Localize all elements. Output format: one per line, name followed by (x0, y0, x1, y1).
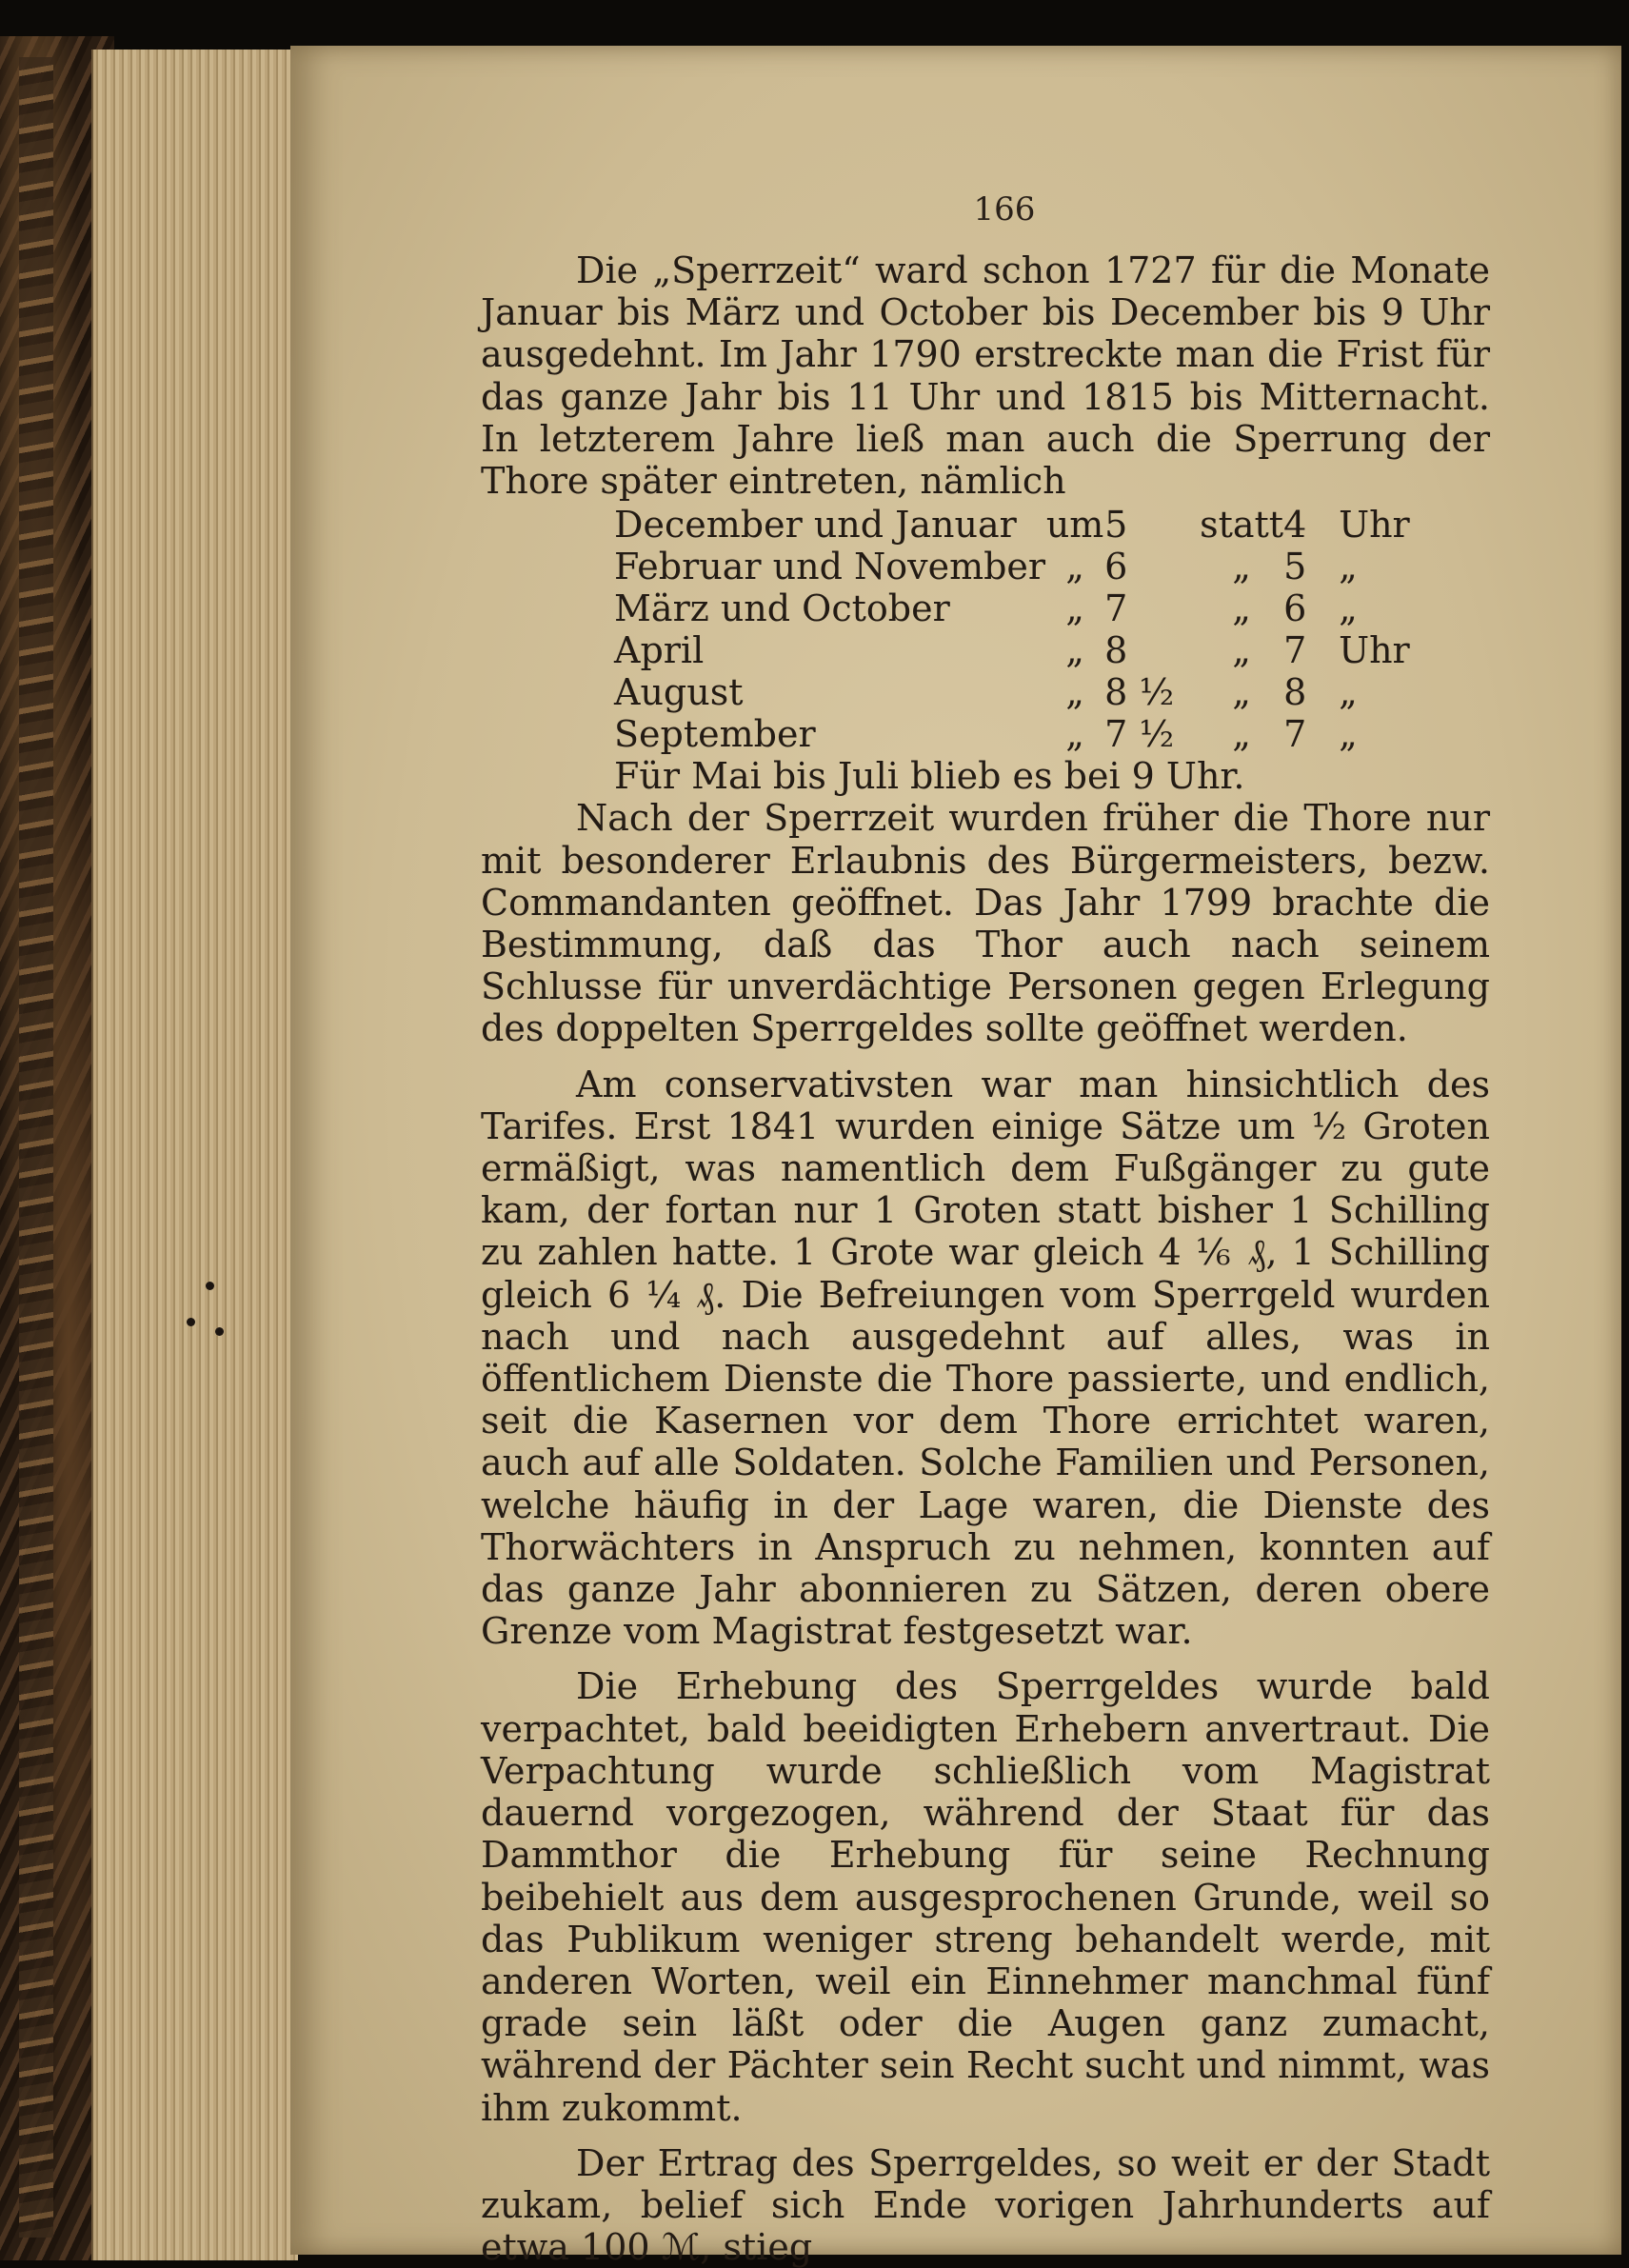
paragraph: Die Erhebung des Sperrgeldes wurde bald verpachtet, bald beeidigten Erhebern anvertraut. Die Verpachtung wurde schließlich vom Magistrat dauernd vorgezogen, während der Staat für das Dammthor die Erhebung für seine Rechnung beibehielt aus dem ausgesprochenen Grunde, weil so das Publikum weniger streng behandelt werde, mit anderen Worten, weil ein Einnehmer manchmal fünf grade sein läßt oder die Augen ganz zumacht, während der Pächter sein Recht sucht und nimmt, was ihm zukommt. (481, 1665, 1490, 2129)
schedule-months: December und Januar (614, 504, 1017, 547)
schedule-statt: „ (1232, 629, 1251, 672)
schedule-statt: „ (1232, 713, 1251, 756)
schedule-months: März und October (614, 587, 950, 630)
schedule-um: „ (1065, 546, 1084, 588)
schedule-new: 6 (1104, 546, 1128, 588)
schedule-statt: statt (1200, 504, 1284, 547)
schedule-row (614, 504, 1410, 546)
schedule-row (614, 587, 1410, 629)
schedule-row (614, 629, 1410, 671)
ink-speck (187, 1318, 195, 1326)
schedule-um: um (1045, 504, 1104, 547)
schedule-old: 5 (1283, 546, 1307, 588)
schedule-um: „ (1065, 587, 1084, 630)
cover-marbling (19, 57, 53, 2238)
page-number: 166 (973, 190, 1036, 229)
page-body (481, 249, 1490, 2268)
schedule-new: 5 (1104, 504, 1128, 547)
schedule-statt: „ (1232, 587, 1251, 630)
schedule-old: 6 (1283, 587, 1307, 630)
schedule-months: April (614, 629, 705, 672)
schedule-unit: Uhr (1339, 504, 1410, 547)
schedule-unit: „ (1339, 546, 1358, 588)
schedule-row (614, 713, 1410, 755)
schedule-um: „ (1065, 671, 1084, 714)
schedule-unit: „ (1339, 713, 1358, 756)
schedule-um: „ (1065, 629, 1084, 672)
schedule-statt: „ (1232, 546, 1251, 588)
schedule-old: 8 (1283, 671, 1307, 714)
schedule-months: Februar und November (614, 546, 1046, 588)
schedule-row (614, 546, 1410, 587)
schedule-old: 4 (1283, 504, 1307, 547)
schedule-um: „ (1065, 713, 1084, 756)
schedule-old: 7 (1283, 629, 1307, 672)
schedule-months: September (614, 713, 816, 756)
schedule-unit: „ (1339, 671, 1358, 714)
ink-speck (215, 1327, 224, 1336)
schedule-old: 7 (1283, 713, 1307, 756)
closing-time-schedule (614, 504, 1410, 755)
paragraph: Der Ertrag des Sperrgeldes, so weit er der Stadt zukam, belief sich Ende vorigen Jahrhunderts auf etwa 100 ℳ, stieg (481, 2141, 1490, 2268)
schedule-statt: „ (1232, 671, 1251, 714)
paragraph: Nach der Sperrzeit wurden früher die Thore nur mit besonderer Erlaubnis des Bürgermeisters, bezw. Commandanten geöffnet. Das Jahr 1799 brachte die Bestimmung, daß das Thor auch nach seinem Schlusse für unverdächtige Personen gegen Erlegung des doppelten Sperrgeldes sollte geöffnet werden. (481, 797, 1490, 1050)
ink-speck (206, 1282, 214, 1290)
schedule-new: 8 (1104, 629, 1128, 672)
schedule-unit: „ (1339, 587, 1358, 630)
schedule-row (614, 671, 1410, 713)
schedule-months: August (614, 671, 744, 714)
schedule-new: 8 ½ (1104, 671, 1175, 714)
intro-paragraph: Die „Sperrzeit“ ward schon 1727 für die Monate Januar bis März und October bis December bis 9 Uhr ausgedehnt. Im Jahr 1790 erstreckte man die Frist für das ganze Jahr bis 11 Uhr und 1815 bis Mitternacht. In letzterem Jahre ließ man auch die Sperrung der Thore später eintreten, nämlich (481, 249, 1490, 503)
schedule-closing-line: Für Mai bis Juli blieb es bei 9 Uhr. (614, 755, 1245, 798)
schedule-new: 7 ½ (1104, 713, 1175, 756)
page-stack-edge (91, 50, 298, 2260)
paragraph: Am conservativsten war man hinsichtlich des Tarifes. Erst 1841 wurden einige Sätze um ½ Groten ermäßigt, was namentlich dem Fußgänger zu gute kam, der fortan nur 1 Groten statt bisher 1 Schilling zu zahlen hatte. 1 Grote war gleich 4 ⅙ ₰, 1 Schilling gleich 6 ¼ ₰. Die Befreiungen vom Sperrgeld wurden nach und nach ausgedehnt auf alles, was in öffentlichem Dienste die Thore passierte, und endlich, seit die Kasernen vor dem Thore errichtet waren, auch auf alle Soldaten. Solche Familien und Personen, welche häufig in der Lage waren, die Dienste des Thorwächters in Anspruch zu nehmen, konnten auf das ganze Jahr abonnieren zu Sätzen, deren obere Grenze vom Magistrat festgesetzt war. (481, 1063, 1490, 1653)
schedule-unit: Uhr (1339, 629, 1410, 672)
schedule-new: 7 (1104, 587, 1128, 630)
